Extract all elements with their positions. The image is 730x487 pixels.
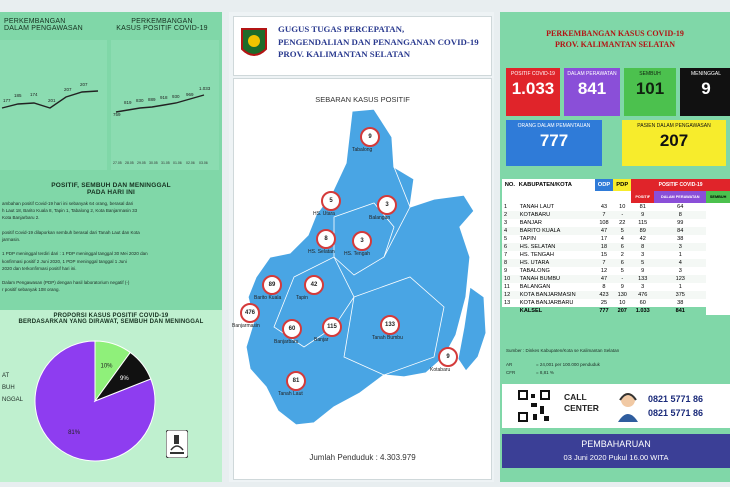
- map-marker-pin[interactable]: 8: [316, 229, 336, 249]
- stat-label: ORANG DALAM PEMANTAUAN: [517, 123, 591, 129]
- table-cell: 18: [600, 244, 608, 250]
- info-line: Kota Banjarbaru 2.: [2, 215, 40, 221]
- stat-label: MENINGGAL: [690, 71, 721, 77]
- table-cell: 7: [602, 212, 606, 218]
- table-cell: 38: [677, 236, 684, 242]
- table-row: [502, 283, 730, 291]
- header-card: [233, 16, 492, 76]
- table-cell: 1: [678, 284, 682, 290]
- table-cell: 99: [677, 220, 684, 226]
- table-cell: 115: [638, 220, 648, 226]
- table-cell: 64: [677, 204, 684, 210]
- table-row: [502, 211, 730, 219]
- col-positive: POSITIF COVID-19: [631, 179, 730, 191]
- table-cell: 3: [678, 268, 682, 274]
- table-cell: 1: [678, 252, 682, 258]
- table-cell: 777: [599, 308, 609, 314]
- date-tick: 02.06: [186, 161, 195, 165]
- table-row: [502, 259, 730, 267]
- population-text: Jumlah Penduduk : 4.303.979: [309, 453, 416, 462]
- info-title: POSITIF, SEMBUH DAN MENINGGAL PADA HARI INI: [51, 182, 171, 196]
- table-cell: 108: [599, 220, 609, 226]
- update-time: 03 Juni 2020 Pukul 16.00 WITA: [563, 453, 669, 462]
- update-label: PEMBAHARUAN: [581, 439, 651, 449]
- col-pdp: PDP: [613, 179, 631, 191]
- table-cell: 3: [641, 252, 645, 258]
- table-row: [502, 203, 730, 211]
- table-row: [502, 267, 730, 275]
- table-cell: 841: [675, 308, 685, 314]
- province-map: [234, 107, 491, 437]
- table-cell: 4: [678, 260, 682, 266]
- table-cell: 8: [602, 284, 606, 290]
- map-marker-label: Barito Kuala: [254, 295, 282, 301]
- table-cell: TABALONG: [519, 268, 550, 274]
- stat-value: 1.033: [511, 79, 555, 98]
- map-marker-label: Banjarbaru: [274, 339, 299, 345]
- stat-card: [624, 68, 676, 116]
- info-line: positif Covid-19 dilaporkan sembuh berasal dari Tanah Laut dan Kota: [2, 229, 140, 235]
- table-cell: 47: [600, 228, 608, 234]
- table-cell: 17: [600, 236, 608, 242]
- positive-value-label: 918: [160, 95, 168, 100]
- microscope-icon: [166, 430, 188, 458]
- call-center-card: [502, 384, 730, 428]
- table-cell: 10: [619, 300, 626, 306]
- table-cell: KOTABARU: [519, 212, 551, 218]
- table-row: [502, 251, 730, 259]
- table-cell: -: [621, 276, 624, 282]
- map-marker-pin[interactable]: 3: [352, 231, 372, 251]
- date-tick: 30.05: [149, 161, 158, 165]
- map-marker-pin[interactable]: 476: [240, 303, 260, 323]
- stat-label: POSITIF COVID-19: [511, 71, 555, 77]
- table-cell: TANAH LAUT: [519, 204, 555, 210]
- table-cell: 6: [620, 244, 624, 250]
- positive-value-label: 969: [186, 92, 194, 97]
- table-cell: 9: [641, 268, 645, 274]
- stat-value: 9: [701, 79, 711, 98]
- table-cell: 42: [639, 236, 646, 242]
- ar-value: = 24,001 per 100.000 penduduk: [536, 362, 600, 367]
- table-cell: 10: [619, 204, 626, 210]
- table-cell: 2: [504, 212, 508, 218]
- info-line: konfirmasi positif 2 Juni 2020, 1 PDP meninggal tanggal 1 Juni: [2, 258, 127, 264]
- table-cell: KOTA BANJARMASIN: [519, 292, 576, 298]
- pdp-value-label: 177: [3, 98, 11, 103]
- map-marker-label: Tanah Laut: [278, 391, 303, 397]
- table-cell: 84: [677, 228, 684, 234]
- table-cell: 43: [600, 204, 608, 210]
- pdp-value-label: 207: [80, 82, 88, 87]
- map-card: [233, 78, 492, 480]
- table-cell: 7: [504, 252, 508, 258]
- table-cell: 8: [641, 244, 645, 250]
- table-cell: 7: [602, 260, 606, 266]
- table-cell: [502, 307, 518, 315]
- info-line: r positif sebanyak 108 orang.: [2, 287, 60, 293]
- sub-positive: POSITIF: [631, 191, 654, 203]
- table-cell: TAPIN: [519, 236, 536, 242]
- table-cell: 6: [620, 260, 624, 266]
- date-tick: 03.06: [199, 161, 208, 165]
- map-marker-label: Tapin: [296, 295, 308, 301]
- table-cell: 89: [639, 228, 646, 234]
- call-center-label: CALL CENTER: [564, 392, 599, 413]
- left-panel: [0, 12, 222, 482]
- col-no: NO.: [504, 182, 516, 188]
- operator-icon: [616, 390, 640, 422]
- right-panel: [500, 12, 730, 482]
- info-line: [2, 243, 220, 250]
- info-line: Dalam Pengawasan (PDP) dengan hasil laboratorium negatif (-): [2, 280, 130, 286]
- pdp-value-label: 185: [14, 93, 22, 98]
- pie-slice-label: 10%: [100, 363, 113, 370]
- table-cell: 476: [638, 292, 648, 298]
- stat-card: [564, 68, 620, 116]
- map-marker-pin[interactable]: 9: [360, 127, 380, 147]
- map-marker-pin[interactable]: 5: [321, 191, 341, 211]
- col-district: KABUPATEN/KOTA: [518, 182, 572, 188]
- table-cell: 5: [620, 228, 624, 234]
- table-cell: 15: [600, 252, 608, 258]
- stat-label: SEMBUH: [639, 71, 661, 77]
- info-line: jarmasin.: [2, 236, 21, 242]
- stat-card: [680, 68, 730, 116]
- map-marker-label: HS. Tengah: [344, 251, 371, 257]
- map-marker-label: Tanah Bumbu: [372, 335, 403, 341]
- positive-value-label: 830: [136, 98, 144, 103]
- chart2-title: PERKEMBANGAN KASUS POSITIF COVID-19: [116, 18, 208, 32]
- stat-value: 207: [659, 131, 689, 150]
- table-cell: 1.033: [635, 308, 650, 314]
- table-cell: 133: [638, 276, 648, 282]
- phone-numbers[interactable]: 0821 5771 86 0821 5771 86: [648, 394, 704, 418]
- positive-value-label: 1.033: [199, 86, 211, 91]
- table-cell: BALANGAN: [519, 284, 551, 290]
- pie-title: PROPORSI KASUS POSITIF COVID-19 BERDASARKAN YANG DIRAWAT, SEMBUH DAN MENINGGAL: [18, 313, 204, 325]
- map-marker-label: Tabalong: [352, 147, 373, 153]
- table-row: [502, 227, 730, 235]
- chart1-title: PERKEMBANGAN DALAM PENGAWASAN: [4, 18, 83, 32]
- table-cell: BARITO KUALA: [519, 228, 561, 234]
- map-marker-pin[interactable]: 115: [322, 317, 342, 337]
- table-cell: 5: [641, 260, 645, 266]
- date-tick: 01.06: [173, 161, 182, 165]
- sub-treated: DALAM PERAWATAN: [654, 191, 706, 203]
- header-title: GUGUS TUGAS PERCEPATAN, PENGENDALIAN DAN PENANGANAN COVID-19 PROV. KALIMANTAN SELATAN: [278, 24, 479, 59]
- table-row: [502, 235, 730, 243]
- stat-label: PASIEN DALAM PENGAWASAN: [637, 123, 711, 129]
- table-cell: 38: [677, 300, 684, 306]
- date-tick: 29.05: [137, 161, 146, 165]
- table-cell: 3: [504, 220, 508, 226]
- map-marker-label: Banjar: [314, 337, 329, 343]
- table-cell: 6: [504, 244, 508, 250]
- table-cell: 423: [599, 292, 609, 298]
- map-marker-pin[interactable]: 133: [380, 315, 400, 335]
- middle-panel: [229, 12, 494, 482]
- table-cell: 8: [678, 212, 682, 218]
- table-cell: 25: [600, 300, 608, 306]
- info-line: ambahan positif Covid-19 hari ini sebanyak 64 orang, berasal dari: [2, 201, 134, 206]
- stat-value: 841: [577, 79, 607, 98]
- table-cell: TANAH BUMBU: [519, 276, 561, 282]
- map-marker-pin[interactable]: 42: [304, 275, 324, 295]
- table-total-row: [502, 307, 730, 315]
- date-tick: 28.05: [125, 161, 134, 165]
- qr-code-icon[interactable]: [516, 388, 552, 424]
- info-line: 2020 dan terkonfirmasi positif hari ini.: [2, 265, 77, 271]
- province-emblem-icon: [240, 27, 268, 61]
- table-cell: KALSEL: [519, 308, 543, 314]
- table-cell: 1: [504, 204, 508, 210]
- table-cell: 81: [639, 204, 646, 210]
- map-marker-label: HS. Utara: [313, 211, 335, 217]
- table-cell: 5: [620, 268, 624, 274]
- table-cell: -: [621, 212, 624, 218]
- info-line: 1 PDP meninggal terdiri dari : 1 PDP meninggal tanggal 30 Mei 2020 dan: [2, 251, 148, 257]
- info-text: [2, 200, 220, 293]
- table-cell: 4: [504, 228, 508, 234]
- info-line: [2, 222, 220, 229]
- pdp-value-label: 207: [64, 87, 72, 92]
- positive-value-label: 759: [113, 112, 121, 117]
- pdp-value-label: 174: [30, 92, 38, 97]
- map-marker-pin[interactable]: 81: [286, 371, 306, 391]
- positive-value-label: 930: [172, 94, 180, 99]
- stat-card: [506, 120, 602, 166]
- table-row: [502, 299, 730, 307]
- map-marker-label: Balangan: [369, 215, 391, 221]
- table-cell: 3: [641, 284, 645, 290]
- col-odp: ODP: [595, 179, 614, 191]
- table-cell: 5: [504, 236, 508, 242]
- table-cell: 8: [504, 260, 508, 266]
- table-cell: HS. UTARA: [519, 260, 550, 266]
- update-banner: [502, 434, 730, 468]
- table-cell: 12: [600, 268, 608, 274]
- stat-value: 777: [539, 131, 569, 150]
- district-table: [502, 179, 730, 315]
- table-cell: HS. SELATAN: [519, 244, 556, 250]
- pie-slice-label: 81%: [68, 429, 81, 436]
- table-cell: HS. TENGAH: [519, 252, 554, 258]
- table-cell: 130: [617, 292, 627, 298]
- stat-label: DALAM PERAWATAN: [567, 71, 617, 77]
- map-marker-pin[interactable]: 9: [438, 347, 458, 367]
- stat-card: [506, 68, 560, 116]
- table-cell: 9: [620, 284, 624, 290]
- table-cell: 47: [600, 276, 608, 282]
- map-marker-pin[interactable]: 60: [282, 319, 302, 339]
- table-cell: 207: [617, 308, 627, 314]
- trend-charts: [0, 40, 222, 170]
- map-marker-pin[interactable]: 89: [262, 275, 282, 295]
- table-cell: 123: [675, 276, 685, 282]
- pie-legend: AT BUH NGGAL: [2, 373, 24, 403]
- info-line: [2, 272, 220, 279]
- table-cell: 2: [620, 252, 624, 258]
- date-tick: 31.05: [161, 161, 170, 165]
- table-cell: 375: [675, 292, 685, 298]
- stat-card: [622, 120, 726, 166]
- table-cell: 60: [639, 300, 646, 306]
- cfr-value: = 8,81 %: [536, 370, 554, 375]
- table-cell: 3: [678, 244, 682, 250]
- pie-chart: [30, 336, 160, 466]
- table-cell: 13: [504, 300, 511, 306]
- map-marker-label: Kotabaru: [430, 367, 451, 373]
- map-marker-pin[interactable]: 3: [377, 195, 397, 215]
- right-title: PERKEMBANGAN KASUS COVID-19 PROV. KALIMANTAN SELATAN: [546, 29, 684, 49]
- table-cell: 4: [620, 236, 624, 242]
- date-tick: 27.05: [113, 161, 122, 165]
- table-cell: BANJAR: [519, 220, 542, 226]
- table-cell: 9: [641, 212, 645, 218]
- map-marker-label: HS. Selatan: [308, 249, 335, 255]
- table-cell: 9: [504, 268, 508, 274]
- sub-recovered: SEMBUH: [706, 191, 730, 203]
- positive-value-label: 889: [148, 97, 156, 102]
- cfr-label: CFR: [506, 370, 516, 375]
- positive-value-label: 819: [124, 100, 132, 105]
- table-cell: 12: [504, 292, 511, 298]
- table-row: [502, 291, 730, 299]
- pie-section: [0, 310, 222, 482]
- map-title: SEBARAN KASUS POSITIF: [315, 95, 410, 104]
- pie-slice-label: 9%: [120, 376, 129, 383]
- table-cell: 10: [504, 276, 511, 282]
- stat-value: 101: [635, 79, 665, 98]
- table-cell: 22: [619, 220, 626, 226]
- pdp-value-label: 201: [48, 98, 56, 103]
- info-line: h Laut 18, Barito Kuala 8, Tapin 1, Tabalong 2, Kota Banjarmasin 33: [2, 208, 138, 214]
- table-cell: KOTA BANJARBARU: [519, 300, 574, 306]
- table-cell: 11: [504, 284, 510, 290]
- table-row: [502, 243, 730, 251]
- table-row: [502, 275, 730, 283]
- source-text: Sumber : Dinkes Kabupaten/Kota se Kalimantan Selatan: [506, 348, 620, 353]
- table-row: [502, 219, 730, 227]
- map-marker-label: Banjarmasin: [232, 323, 260, 329]
- ar-label: AR: [506, 362, 513, 367]
